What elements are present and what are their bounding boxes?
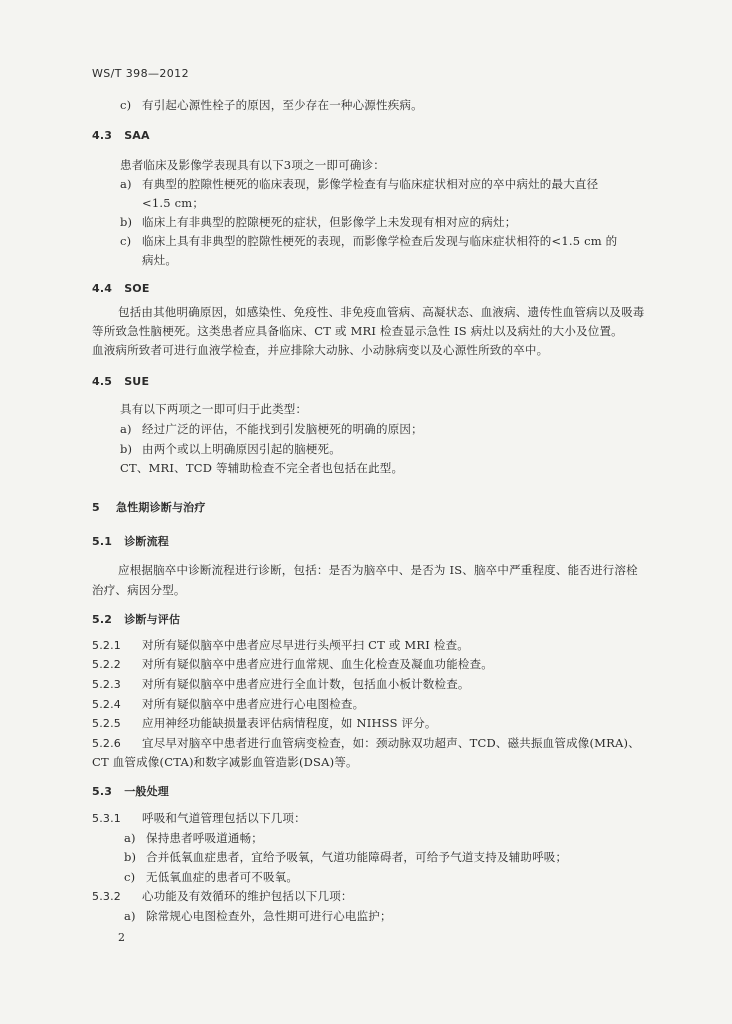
item-marker: a) [120,177,132,191]
section-title: 诊断与评估 [124,613,181,626]
item-marker: a) [120,422,132,436]
item-text: 由两个或以上明确原因引起的脑梗死。 [142,442,341,456]
clause-text: 宜尽早对脑卒中患者进行血管病变检查，如：颈动脉双功超声、TCD、磁共振血管成像(MRA)、 [142,736,640,750]
item-continuation: 病灶。 [142,253,178,267]
page-number: 2 [118,931,126,944]
item-marker: c) [124,870,136,884]
clause-continuation: CT 血管成像(CTA)和数字减影血管造影(DSA)等。 [92,755,358,769]
list-item [120,441,341,457]
clause-text: 对所有疑似脑卒中患者应进行心电图检查。 [142,697,365,711]
item-text: 合并低氧血症患者，宜给予吸氧，气道功能障碍者，可给予气道支持及辅助呼吸； [146,850,568,864]
paragraph-line: CT、MRI、TCD 等辅助检查不完全者也包括在此型。 [120,461,404,475]
clause-number: 5.2.2 [92,658,121,671]
item-marker: c) [120,98,132,112]
clause-text: 呼吸和气道管理包括以下几项： [142,811,306,825]
section-number: 4.3 [92,129,113,142]
section-number: 4.5 [92,375,113,388]
chapter-heading [92,500,206,516]
item-marker: b) [120,442,133,456]
item-text: 保持患者呼吸道通畅； [146,831,263,845]
clause-number: 5.2.6 [92,737,121,750]
item-text: 有引起心源性栓子的原因，至少存在一种心源性疾病。 [142,98,423,112]
section-number: 4.4 [92,282,113,295]
clause-text: 心功能及有效循环的维护包括以下几项： [142,889,353,903]
item-marker: b) [124,850,137,864]
section-title: SAA [124,129,150,142]
list-item [120,214,516,230]
item-text: 有典型的腔隙性梗死的临床表现，影像学检查有与临床症状相对应的卒中病灶的最大直径 [142,177,599,191]
section-title: 一般处理 [124,785,169,798]
clause-item [92,715,437,732]
item-text: 除常规心电图检查外，急性期可进行心电监护； [146,909,392,923]
section-heading [92,534,169,550]
paragraph-line: 患者临床及影像学表现具有以下3项之一即可确诊： [120,158,385,172]
item-marker: a) [124,831,136,845]
clause-item [92,637,469,654]
list-item [124,869,298,885]
clause-text: 对所有疑似脑卒中患者应进行血常规、血生化检查及凝血功能检查。 [142,657,493,671]
list-item [120,233,617,249]
clause-item [92,676,470,693]
clause-text: 应用神经功能缺损量表评估病情程度，如 NIHSS 评分。 [142,716,437,730]
paragraph-line: 包括由其他明确原因，如感染性、免疫性、非免疫血管病、高凝状态、血液病、遗传性血管病以及吸毒 [118,305,645,319]
item-marker: c) [120,234,132,248]
paragraph-line: 等所致急性脑梗死。这类患者应具备临床、CT 或 MRI 检查显示急性 IS 病灶以及病灶的大小及位置。 [92,324,623,338]
item-marker: a) [124,909,136,923]
section-heading [92,374,149,390]
section-heading [92,612,180,628]
section-heading [92,128,150,144]
section-title: SUE [124,375,150,388]
clause-number: 5.3.1 [92,812,121,825]
item-text: 经过广泛的评估，不能找到引发脑梗死的明确的原因； [142,422,423,436]
clause-number: 5.2.5 [92,717,121,730]
clause-text: 对所有疑似脑卒中患者应进行全血计数，包括血小板计数检查。 [142,677,470,691]
paragraph-line: 具有以下两项之一即可归于此类型： [120,402,308,416]
section-heading [92,784,169,800]
section-title: 急性期诊断与治疗 [115,501,206,514]
standard-code-header: WS/T 398—2012 [92,67,189,80]
section-number: 5.1 [92,535,113,548]
list-item [124,849,567,865]
item-text: 临床上具有非典型的腔隙性梗死的表现，而影像学检查后发现与临床症状相符的<1.5 cm 的 [142,234,618,248]
clause-item [92,696,364,713]
list-item [120,176,598,192]
list-item [124,908,392,924]
list-item [124,830,263,846]
clause-item [92,656,493,673]
section-number: 5.3 [92,785,113,798]
section-number: 5.2 [92,613,113,626]
clause-number: 5.2.3 [92,678,121,691]
item-continuation: <1.5 cm； [142,196,205,210]
section-number: 5 [92,501,100,514]
section-title: 诊断流程 [124,535,169,548]
section-heading [92,281,150,297]
clause-number: 5.2.4 [92,698,121,711]
section-title: SOE [124,282,150,295]
paragraph-line: 治疗、病因分型。 [92,583,186,597]
item-text: 无低氧血症的患者可不吸氧。 [146,870,299,884]
paragraph-line: 应根据脑卒中诊断流程进行诊断，包括：是否为脑卒中、是否为 IS、脑卒中严重程度、能否进行溶栓 [118,563,638,577]
item-marker: b) [120,215,133,229]
clause-text: 对所有疑似脑卒中患者应尽早进行头颅平扫 CT 或 MRI 检查。 [142,638,469,652]
clause-item [92,888,353,905]
list-item [120,421,423,437]
list-item [120,97,423,113]
clause-item [92,810,306,827]
clause-number: 5.2.1 [92,639,121,652]
paragraph-line: 血液病所致者可进行血液学检查，并应排除大动脉、小动脉病变以及心源性所致的卒中。 [92,343,549,357]
item-text: 临床上有非典型的腔隙梗死的症状，但影像学上未发现有相对应的病灶； [142,215,517,229]
clause-number: 5.3.2 [92,890,121,903]
clause-item [92,735,640,752]
